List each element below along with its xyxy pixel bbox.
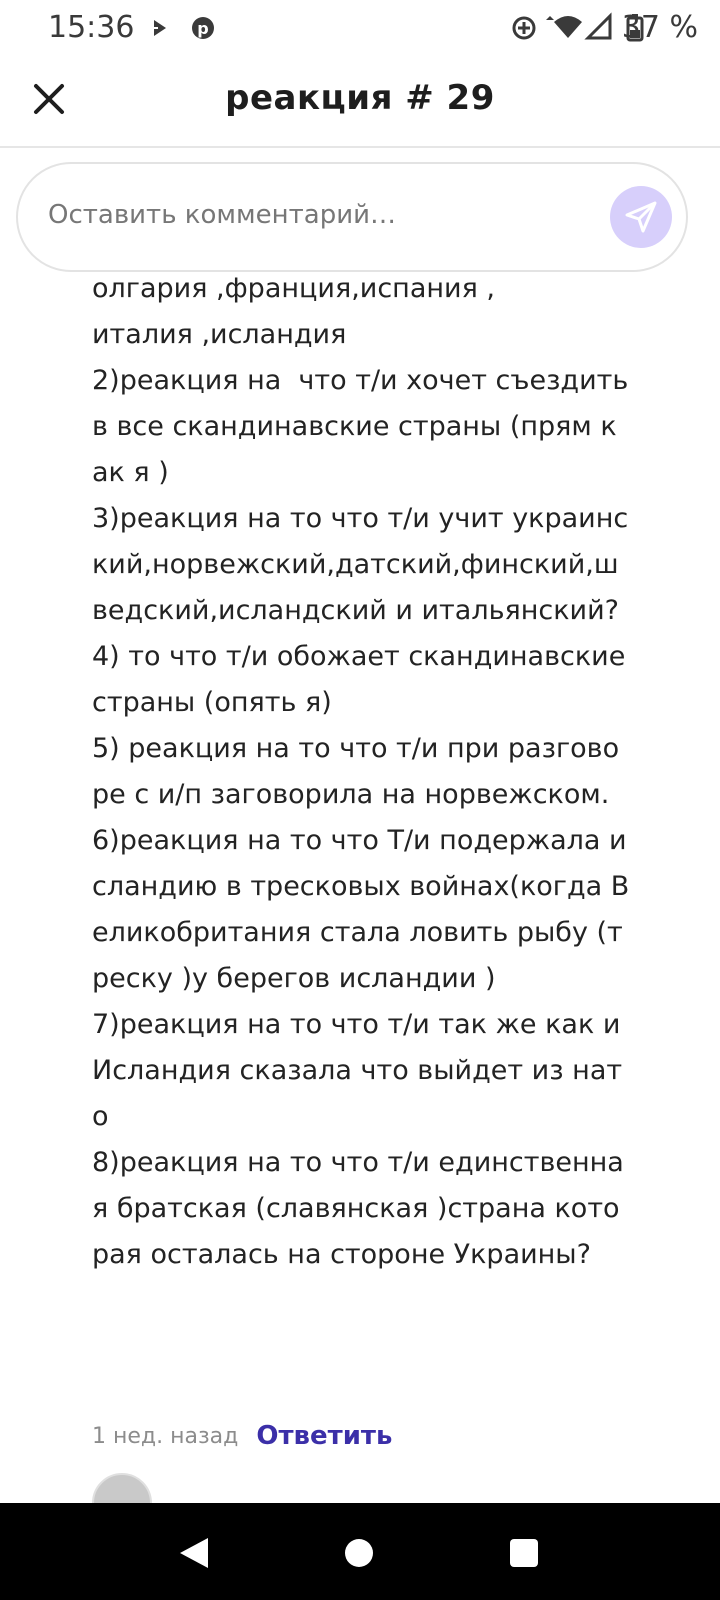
wifi-icon bbox=[546, 16, 582, 38]
page-title: реакция # 29 bbox=[225, 78, 495, 118]
nav-recents-button[interactable] bbox=[502, 1531, 546, 1575]
back-triangle-icon bbox=[176, 1535, 212, 1571]
comment-time: 1 нед. назад bbox=[92, 1423, 239, 1449]
comments-list[interactable] bbox=[0, 148, 720, 1503]
data-saver-icon bbox=[514, 18, 534, 38]
signal-icon bbox=[588, 16, 610, 38]
play-icon bbox=[154, 20, 166, 36]
comment-input[interactable] bbox=[16, 162, 688, 272]
status-time: 15:36 bbox=[48, 10, 135, 45]
battery-percent: 37 % bbox=[621, 10, 698, 45]
status-bar bbox=[0, 0, 720, 56]
send-button[interactable] bbox=[610, 186, 672, 248]
pinterest-icon bbox=[192, 17, 214, 39]
svg-text:p: p bbox=[197, 19, 209, 38]
status-notification-icons bbox=[150, 14, 230, 48]
reply-button[interactable]: Ответить bbox=[256, 1421, 393, 1451]
home-circle-icon bbox=[341, 1535, 377, 1571]
comment-input-placeholder: Оставить комментарий… bbox=[48, 200, 397, 230]
navigation-bar bbox=[0, 1503, 720, 1600]
recents-square-icon bbox=[506, 1535, 542, 1571]
comment-meta bbox=[92, 1416, 392, 1456]
app-header bbox=[0, 56, 720, 148]
nav-back-button[interactable] bbox=[172, 1531, 216, 1575]
send-icon bbox=[624, 200, 658, 234]
avatar[interactable] bbox=[92, 1473, 152, 1503]
nav-home-button[interactable] bbox=[337, 1531, 381, 1575]
comment-body: олгария ,франция,испания , италия ,исландия 2)реакция на что т/и хочет съездить в все скандинавские страны (прям как я ) 3)реакция на то что т/и учит украинский,норвежский,датский,финский,шведский,исландский и итальянский? 4) то что т/и обожает скандинавские страны (опять я) 5) реакция на то что т/и при разговоре с и/п заговорила на норвежском. 6)реакция на то что Т/и подержала исландию в тресковых войнах(когда Великобритания стала ловить рыбу (треску )у берегов исландии ) 7)реакция на то что т/и так же как и Исландия сказала что выйдет из нато 8)реакция на то что т/и единственная братская (славянская )страна которая осталась на стороне Украины? bbox=[92, 273, 630, 1270]
